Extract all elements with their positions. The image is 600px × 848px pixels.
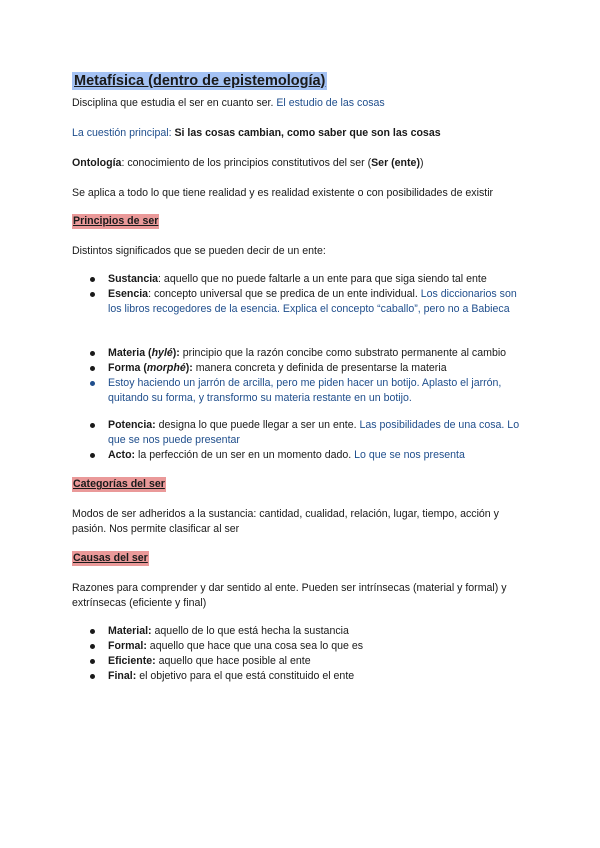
item-text: designa lo que puede llegar a ser un ente. [155,419,360,431]
item-text: aquello de lo que está hecha la sustancia [151,625,349,637]
categorias-text: Modos de ser adheridos a la sustancia: cantidad, cualidad, relación, lugar, tiempo, acción y pasión. Nos permite clasificar al ser [72,508,499,535]
list-item-eficiente [90,654,528,669]
item-term: Materia ( [108,347,152,359]
item-note: Estoy haciendo un jarrón de arcilla, pero me piden hacer un botijo. Aplasto el jarrón, quitando su forma, y transformo su materia restante en un botijo. [108,377,502,404]
item-term-end: ): [185,362,193,374]
list-item-sustancia [90,272,528,287]
item-term: Acto: [108,449,136,461]
item-term: Potencia: [108,419,156,431]
list-item-materia [90,346,528,361]
heading-principios-block [72,214,528,229]
item-text: manera concreta y definida de presentarse la materia [192,362,447,374]
definition-text: Disciplina que estudia el ser en cuanto ser. [72,97,277,109]
paragraph-ontologia [72,156,528,171]
list-item-material [90,624,528,639]
title-block [72,72,528,90]
causas-intro: Razones para comprender y dar sentido al ente. Pueden ser intrínsecas (material y formal) y extrínsecas (eficiente y final) [72,582,507,609]
heading-categorias: Categorías del ser [73,478,165,490]
item-term: Sustancia [108,273,159,285]
item-term: Material: [108,625,152,637]
item-text: : aquello que no puede faltarle a un ente para que siga siendo tal ente [158,273,487,285]
causas-list [90,624,528,684]
principios-list-2 [90,346,528,406]
ontologia-term: Ontología [72,157,122,169]
document-title: Metafísica (dentro de epistemología) [74,73,326,89]
paragraph-aplica: Se aplica a todo lo que tiene realidad y es realidad existente o con posibilidades de existir [72,187,494,199]
ontologia-end: ) [419,157,424,169]
item-note: Lo que se nos presenta [354,449,465,461]
item-term: Forma ( [108,362,147,374]
principios-list-3 [90,418,528,463]
item-text: principio que la razón concibe como substrato permanente al cambio [179,347,507,359]
item-text: el objetivo para el que está constituido el ente [136,670,355,682]
list-item-formal [90,639,528,654]
paragraph-question [72,126,528,141]
list-item-final [90,669,528,684]
principios-intro: Distintos significados que se pueden decir de un ente: [72,245,326,257]
item-text: la perfección de un ser en un momento dado. [135,449,355,461]
list-item-ejemplo [90,376,528,406]
list-item-acto [90,448,528,463]
item-note: Los diccionarios son los libros recogedores de la esencia. Explica el concepto “caballo”, pero no a Babieca [108,288,517,315]
list-item-esencia [90,287,528,317]
heading-principios: Principios de ser [73,215,159,227]
question-label: La cuestión principal: [72,127,175,139]
item-note: Las posibilidades de una cosa. Lo que se nos puede presentar [108,419,520,446]
item-text: aquello que hace que una cosa sea lo que es [146,640,364,652]
heading-causas-block [72,551,528,566]
question-text: Si las cosas cambian, como saber que son las cosas [174,127,441,139]
item-term: Eficiente: [108,655,156,667]
item-text: aquello que hace posible al ente [155,655,311,667]
principios-list-1 [90,272,528,317]
ontologia-ser: Ser (ente) [371,157,420,169]
ontologia-text: : conocimiento de los principios constitutivos del ser ( [121,157,372,169]
paragraph-definition [72,96,528,111]
definition-note: El estudio de las cosas [276,97,385,109]
item-term: Final: [108,670,137,682]
item-term: Esencia [108,288,149,300]
heading-causas: Causas del ser [73,552,148,564]
item-text: : concepto universal que se predica de un ente individual. [148,288,421,300]
item-term-end: ): [172,347,180,359]
list-item-forma [90,361,528,376]
item-term-italic: morphé [146,362,186,374]
item-term: Formal: [108,640,147,652]
list-item-potencia [90,418,528,448]
heading-categorias-block [72,477,528,492]
item-term-italic: hylé [151,347,173,359]
